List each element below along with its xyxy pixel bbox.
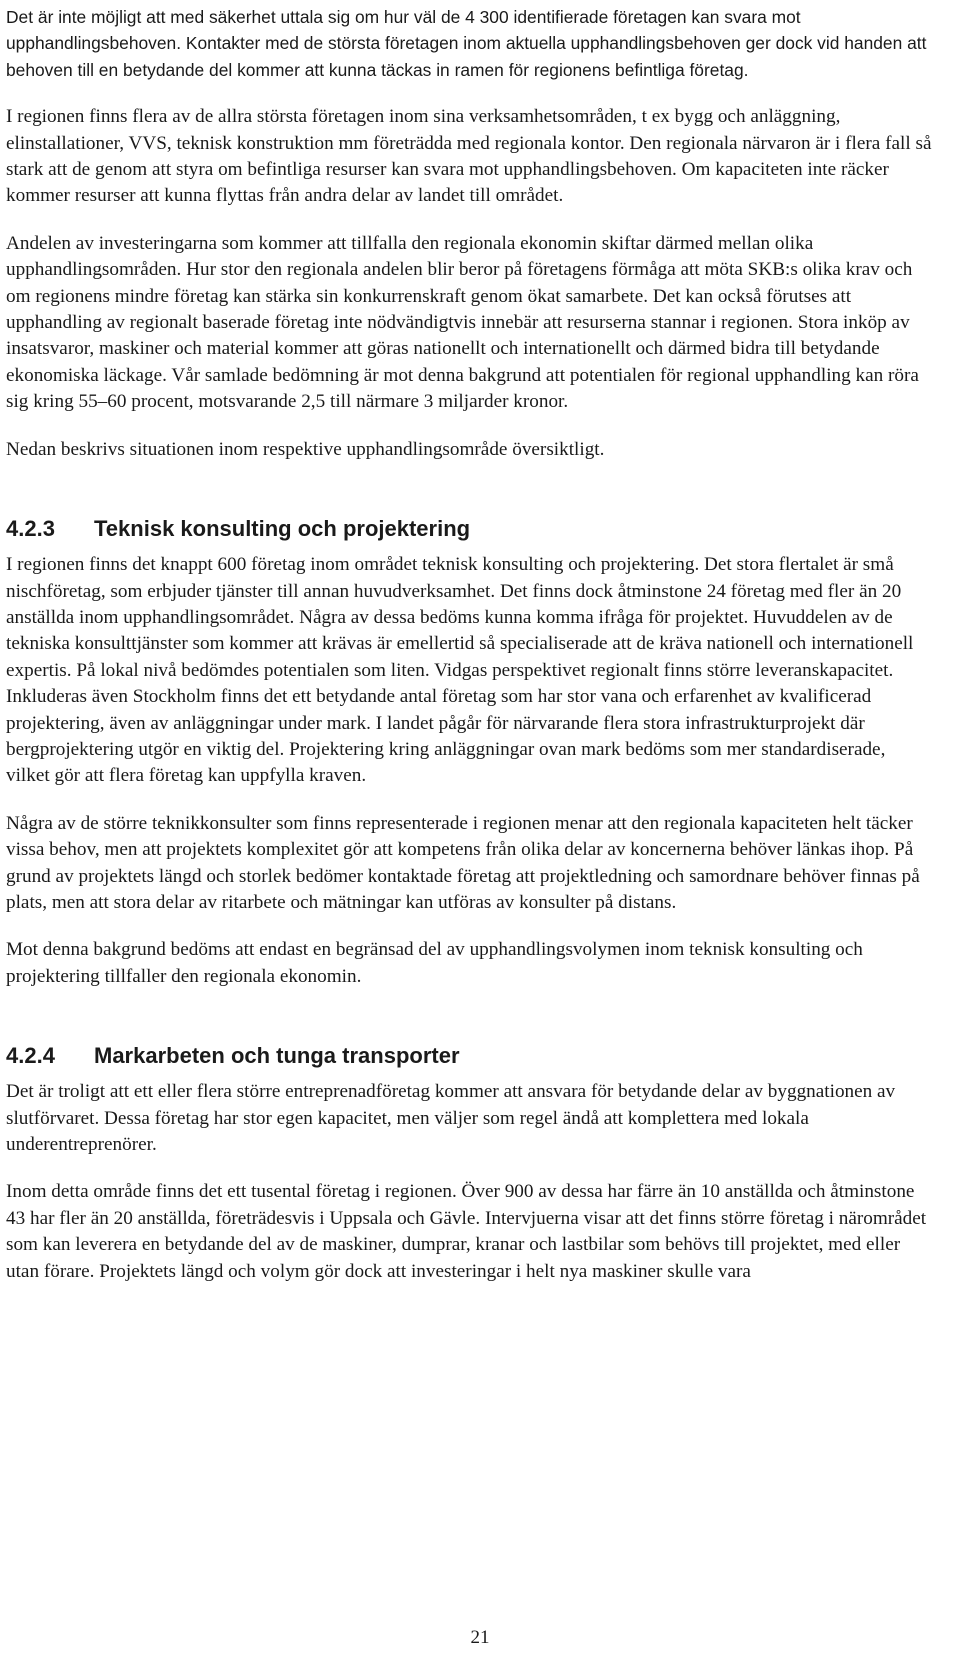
paragraph-groundwork-2: Inom detta område finns det ett tusental företag i regionen. Över 900 av dessa har färre än 10 anställda och åtminstone 43 har fler än 20 anställda, företrädesvis i Uppsala och Gävle. Intervjuerna visar att det finns större företag i närområdet som kan leverera en betydande del av de maskiner, dumprar, kranar och lastbilar som behövs till projektet, med eller utan förare. Projektets längd och volym gör dock att investeringar i helt nya maskiner skulle vara — [6, 1181, 927, 1282]
paragraph-regional-offices: I regionen finns flera av de allra största företagen inom sina verksamhetsområden, t ex bygg och anläggning, elinstallationer, VVS, teknisk konstruktion mm företrädda med regionala kontor. Den regionala närvaron är i flera fall så stark att de genom att styra om befintliga resurser kan svara mot upphandlingsbehoven. Om kapaciteten inte räcker kommer resurser att kunna flyttas från andra delar av landet till området. — [6, 106, 932, 207]
paragraph-investment-share: Andelen av investeringarna som kommer att tillfalla den regionala ekonomin skiftar därmed mellan olika upphandlingsområden. Hur stor den regionala andelen blir beror på företagens förmåga att möta SKB:s olika krav och om regionens mindre företag kan stärka sin konkurrenskraft genom ökat samarbete. Det kan också förutses att upphandling av regionalt baserade företag inte nödvändigtvis innebär att resurserna stannar i regionen. Stora inköp av insatsvaror, maskiner och material kommer att göras nationellt och internationellt och därmed bidra till betydande ekonomiska läckage. Vår samlade bedömning är mot denna bakgrund att potentialen för regional upphandling kan röra sig kring 55–60 procent, motsvarande 2,5 till närmare 3 miljarder kronor. — [6, 232, 919, 413]
section-number: 4.2.4 — [6, 1043, 55, 1069]
paragraph-consulting-1: I regionen finns det knappt 600 företag inom området teknisk konsulting och projektering. Det stora flertalet är små nischföretag, som erbjuder tjänster till annan huvudverksamhet. Det finns dock åtminstone 24 företag med fler än 20 anställda inom upphandlingsområdet. Några av dessa bedöms kunna komma ifråga för projektet. Huvuddelen av de tekniska konsulttjänster som kommer att krävas är emellertid så specialiserade att de kräva nationell och internationell expertis. På lokal nivå bedömdes potentialen som liten. Vidgas perspektivet regionalt finns större leveranskapacitet. Inkluderas även Stockholm finns det ett betydande antal företag som har stor vana och erfarenhet av kvalificerad projektering, även av anläggningar under mark. I landet pågår för närvarande flera stora infrastrukturprojekt där bergprojektering utgör en viktig del. Projektering kring anläggningar ovan mark bedöms som mer standardiserade, vilket gör att flera företag kan uppfylla kraven. — [6, 554, 914, 787]
paragraph-overview: Nedan beskrivs situationen inom respektive upphandlingsområde översiktligt. — [6, 438, 605, 460]
paragraph-consulting-2: Några av de större teknikkonsulter som finns representerade i regionen menar att den regionala kapaciteten helt täcker vissa behov, men att projektets komplexitet gör att kompetens från olika delar av koncernerna behöver länkas ihop. På grund av projektets längd och storlek bedömer kontaktade företag att projektledning och samordnare behöver finnas på plats, men att stora delar av ritarbete och mätningar kan utföras av konsulter på distans. — [6, 812, 920, 913]
paragraph-intro: Det är inte möjligt att med säkerhet uttala sig om hur väl de 4 300 identifierade företagen kan svara mot upphandlingsbehoven. Kontakter med de största företagen inom aktuella upphandlingsbehoven ger dock vid handen att behoven till en betydande del kommer att kunna täckas in ramen för regionens befintliga företag. — [6, 7, 927, 80]
paragraph-consulting-3: Mot denna bakgrund bedöms att endast en begränsad del av upphandlingsvolymen inom teknisk konsulting och projektering tillfaller den regionala ekonomin. — [6, 939, 863, 987]
section-heading-4-2-4 — [6, 1041, 932, 1071]
paragraph-groundwork-1: Det är troligt att ett eller flera större entreprenadföretag kommer att ansvara för betydande delar av byggnationen av slutförvaret. Dessa företag har stor egen kapacitet, men väljer som regel ändå att komplettera med lokala underentreprenörer. — [6, 1081, 896, 1155]
page-number: 21 — [470, 1627, 490, 1648]
page-content — [6, 4, 932, 1306]
section-title: Markarbeten och tunga transporter — [94, 1043, 460, 1069]
section-title: Teknisk konsulting och projektering — [94, 516, 471, 542]
section-heading-4-2-3 — [6, 514, 932, 544]
section-number: 4.2.3 — [6, 516, 55, 542]
